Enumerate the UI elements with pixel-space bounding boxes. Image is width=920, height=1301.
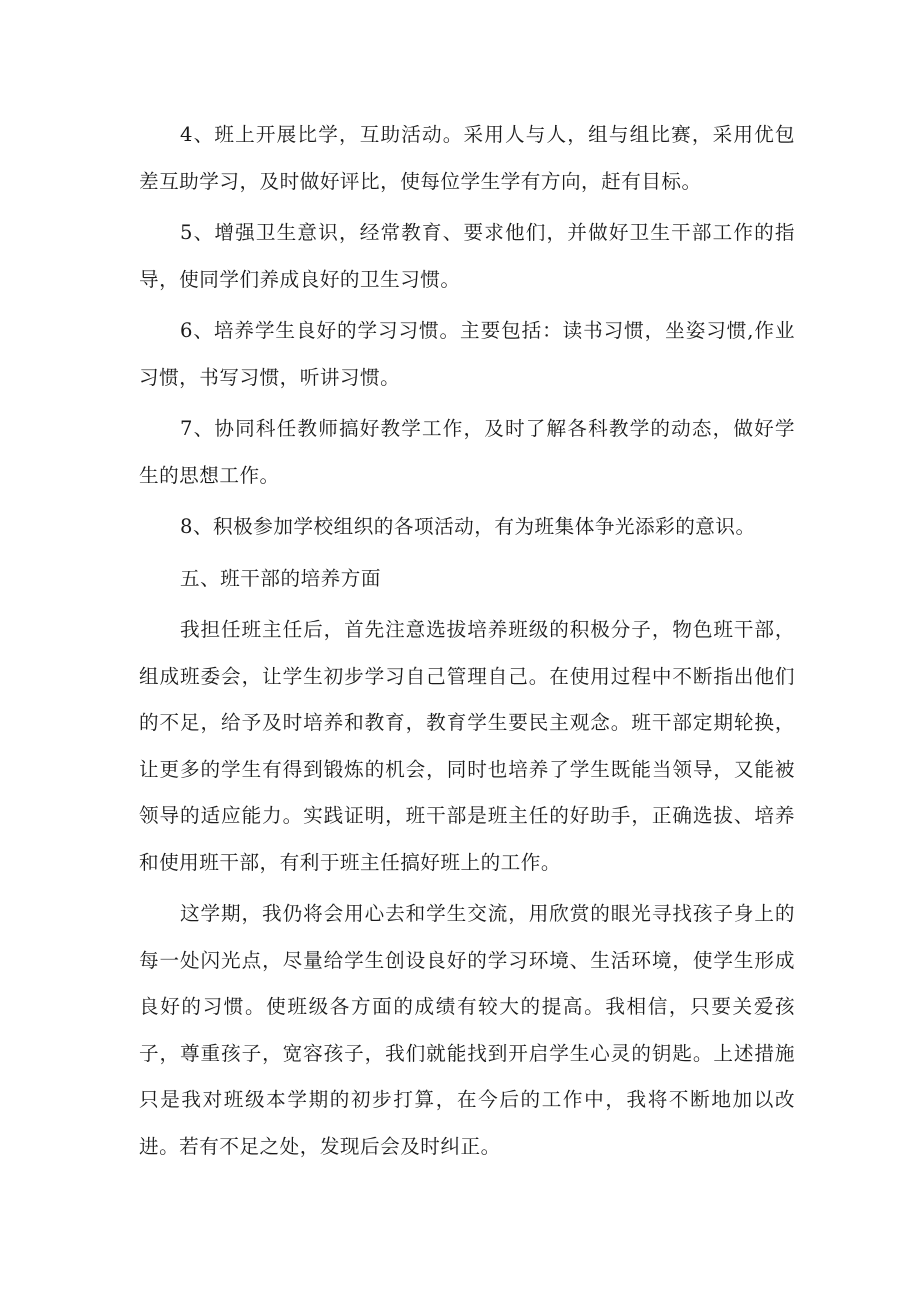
- paragraph-item-8: 8、积极参加学校组织的各项活动，有为班集体争光添彩的意识。: [180, 515, 756, 538]
- paragraph-item-5: 5、增强卫生意识，经常教育、要求他们，并做好卫生干部工作的指导，使同学们养成良好的卫生习惯。: [139, 221, 795, 291]
- paragraph-item-7: 7、协同科任教师搞好教学工作，及时了解各科教学的动态，做好学生的思想工作。: [139, 417, 795, 487]
- section-heading: 五、班干部的培养方面: [180, 566, 381, 590]
- paragraph-item-6: 6、培养学生良好的学习习惯。主要包括：读书习惯，坐姿习惯,作业习惯，书写习惯，听讲习惯。: [139, 319, 795, 389]
- paragraph-class-cadre: 我担任班主任后，首先注意选拔培养班级的积极分子，物色班干部，组成班委会，让学生初步学习自己管理自己。在使用过程中不断指出他们的不足，给予及时培养和教育，教育学生要民主观念。班干部定期轮换，让更多的学生有得到锻炼的机会，同时也培养了学生既能当领导，又能被领导的适应能力。实践证明，班干部是班主任的好助手，正确选拔、培养和使用班干部，有利于班主任搞好班上的工作。: [139, 618, 795, 874]
- document-body: [139, 112, 795, 1170]
- paragraph-item-4: 4、班上开展比学，互助活动。采用人与人，组与组比赛，采用优包差互助学习，及时做好评比，使每位学生学有方向，赶有目标。: [139, 123, 795, 193]
- paragraph-conclusion: 这学期，我仍将会用心去和学生交流，用欣赏的眼光寻找孩子身上的每一处闪光点，尽量给学生创设良好的学习环境、生活环境，使学生形成良好的习惯。使班级各方面的成绩有较大的提高。我相信，只要关爱孩子，尊重孩子，宽容孩子，我们就能找到开启学生心灵的钥匙。上述措施只是我对班级本学期的初步打算，在今后的工作中，我将不断地加以改进。若有不足之处，发现后会及时纠正。: [139, 902, 795, 1158]
